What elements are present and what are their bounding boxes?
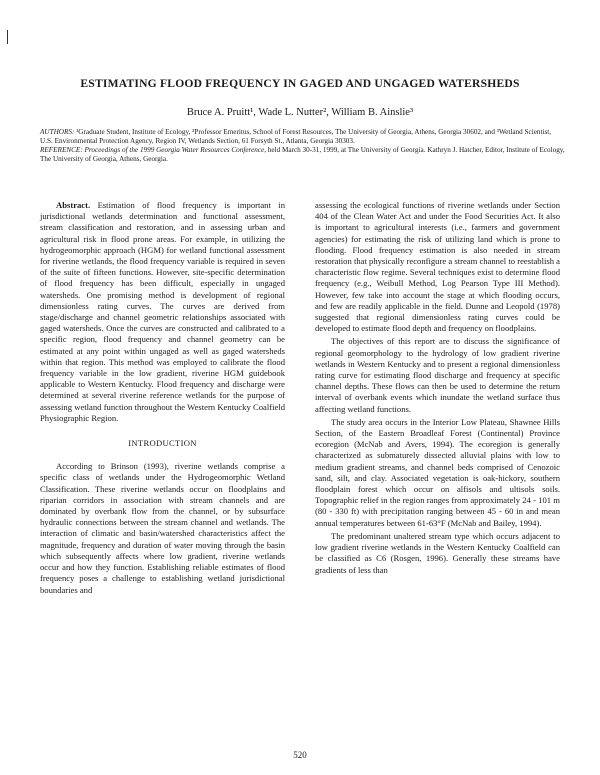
authors-affiliation: [40, 128, 565, 145]
abstract-text: Estimation of flood frequency is important in jurisdictional wetlands determination and functional assessment, stream classification and restoration, and in assessing urban and agricultural risk in flood prone areas. For example, in utilizing the hydrogeomorphic approach (HGM) for wetland functional assessment for riverine wetlands, the flood frequency variable is required in seven of the suite of fifteen functions. However, site-specific determination of flood frequency has been difficult, especially in ungaged watersheds. One promising method is development of regional dimensionless rating curves. The curves are derived from stage/discharge and channel geometric relationships associated with gaged watersheds. Once the curves are constructed and calibrated to a specific region, flood frequency and channel geometry can be estimated at any point within ungaged as well as gaged watersheds within that region. This method was employed to calibrate the flood frequency variable in the low gradient, riverine HGM guidebook applicable to Western Kentucky. Flood frequency and discharge were determined at several riverine reference wetlands for the purpose of assessing wetland function throughout the Western Kentucky Coalfield Physiographic Region.: [40, 200, 285, 423]
reference-citation: [40, 146, 565, 163]
abstract-paragraph: [40, 200, 285, 424]
body-paragraph-3: The study area occurs in the Interior Low Plateau, Shawnee Hills Section, of the Eastern Broadleaf Forest (Continental) Province ecoregion (McNab and Avers, 1994). The ecoregion is generally characterized as submaturely dissected alluvial plains with low to medium gradient streams, and channel beds comprised of Cenozoic sand, silt, and clay. Associated vegetation is oak-hickory, southern floodplain forest which occur on alfisols and ultisols soils. Topographic relief in the region ranges from approximately 24 - 101 m (80 - 330 ft) with precipitation ranging between 45 - 60 in and mean annual temperatures between 61-63°F (McNab and Bailey, 1994).: [315, 416, 560, 528]
body-paragraph-4: The predominant unaltered stream type which occurs adjacent to low gradient riverine wetlands in the Western Kentucky Coalfield can be classified as C6 (Rosgen, 1996). Generally these streams have gradients of less than: [315, 530, 560, 575]
abstract-label: Abstract.: [56, 200, 91, 210]
reference-proceedings: Proceedings of the 1999 Georgia Water Resources Conference,: [84, 146, 267, 155]
front-matter: [40, 128, 565, 164]
reference-text: held March 30-31, 1999, at The University of Georgia. Kathryn J. Hatcher, Editor, Institute of Ecology, The University of Georgia, Athens, Georgia.: [40, 146, 565, 164]
paper-title: ESTIMATING FLOOD FREQUENCY IN GAGED AND UNGAGED WATERSHEDS: [80, 77, 520, 90]
authors-label: AUTHORS:: [40, 128, 75, 136]
reference-label: REFERENCE:: [40, 146, 83, 155]
authors-affiliation-text: ¹Graduate Student, Institute of Ecology, ²Professor Emeritus, School of Forest Resources, The University of Georgia, Athens, Georgia 30602, and ³Wetland Scientist, U.S. Environmental Protection Agency, Region IV, Wetlands Section, 61 Forsyth St., Atlanta, Georgia 30303.: [40, 128, 552, 145]
margin-mark: [7, 30, 8, 44]
page-number: 520: [293, 750, 307, 760]
introduction-heading: INTRODUCTION: [128, 438, 197, 449]
left-column: [40, 200, 285, 596]
body-paragraph-1: assessing the ecological functions of riverine wetlands under Section 404 of the Clean Water Act and under the Food Securities Act. It also is important to agricultural interests (i.e., farmers and government agencies) for estimating the risk of utilizing land which is prone to flooding. Flood frequency estimation is also needed in stream restoration that physically reconfigure a stream channel to reestablish a characteristic flow regime. Several techniques exist to determine flood frequency (e.g., Weibull Method, Log Pearson Type III Method). However, few take into account the stage at which flooding occurs, and few are readily applicable in the field. Dunne and Leopold (1978) suggested that regional dimensionless rating curves could be developed to estimate flood depth and frequency on floodplains.: [315, 200, 560, 334]
author-list: Bruce A. Pruitt¹, Wade L. Nutter², William B. Ainslie³: [186, 107, 414, 118]
intro-paragraph-1: According to Brinson (1993), riverine wetlands comprise a specific class of wetlands under the Hydrogeomorphic Wetland Classification. These riverine wetlands occur on floodplains and riparian corridors in association with stream channels and are dominated by overbank flow from the channel, or by subsurface hydraulic connections between the stream channel and wetlands. The interaction of climatic and basin/watershed characteristics affect the magnitude, frequency and duration of water moving through the basin which subsequently affects where low gradient, riverine wetlands occur and how they function. Establishing reliable estimates of flood frequency poses a challenge to establishing wetland jurisdictional boundaries and: [40, 461, 285, 595]
body-paragraph-2: The objectives of this report are to discuss the significance of regional geomorphology to the hydrology of low gradient riverine wetlands in Western Kentucky and to present a regional dimensionless rating curve for estimating flood discharge and frequency at specific channel depths. These flows can then be used to determine the return interval of overbank events which inundate the wetland surface thus affecting wetland functions.: [315, 336, 560, 414]
right-column: [315, 200, 560, 576]
